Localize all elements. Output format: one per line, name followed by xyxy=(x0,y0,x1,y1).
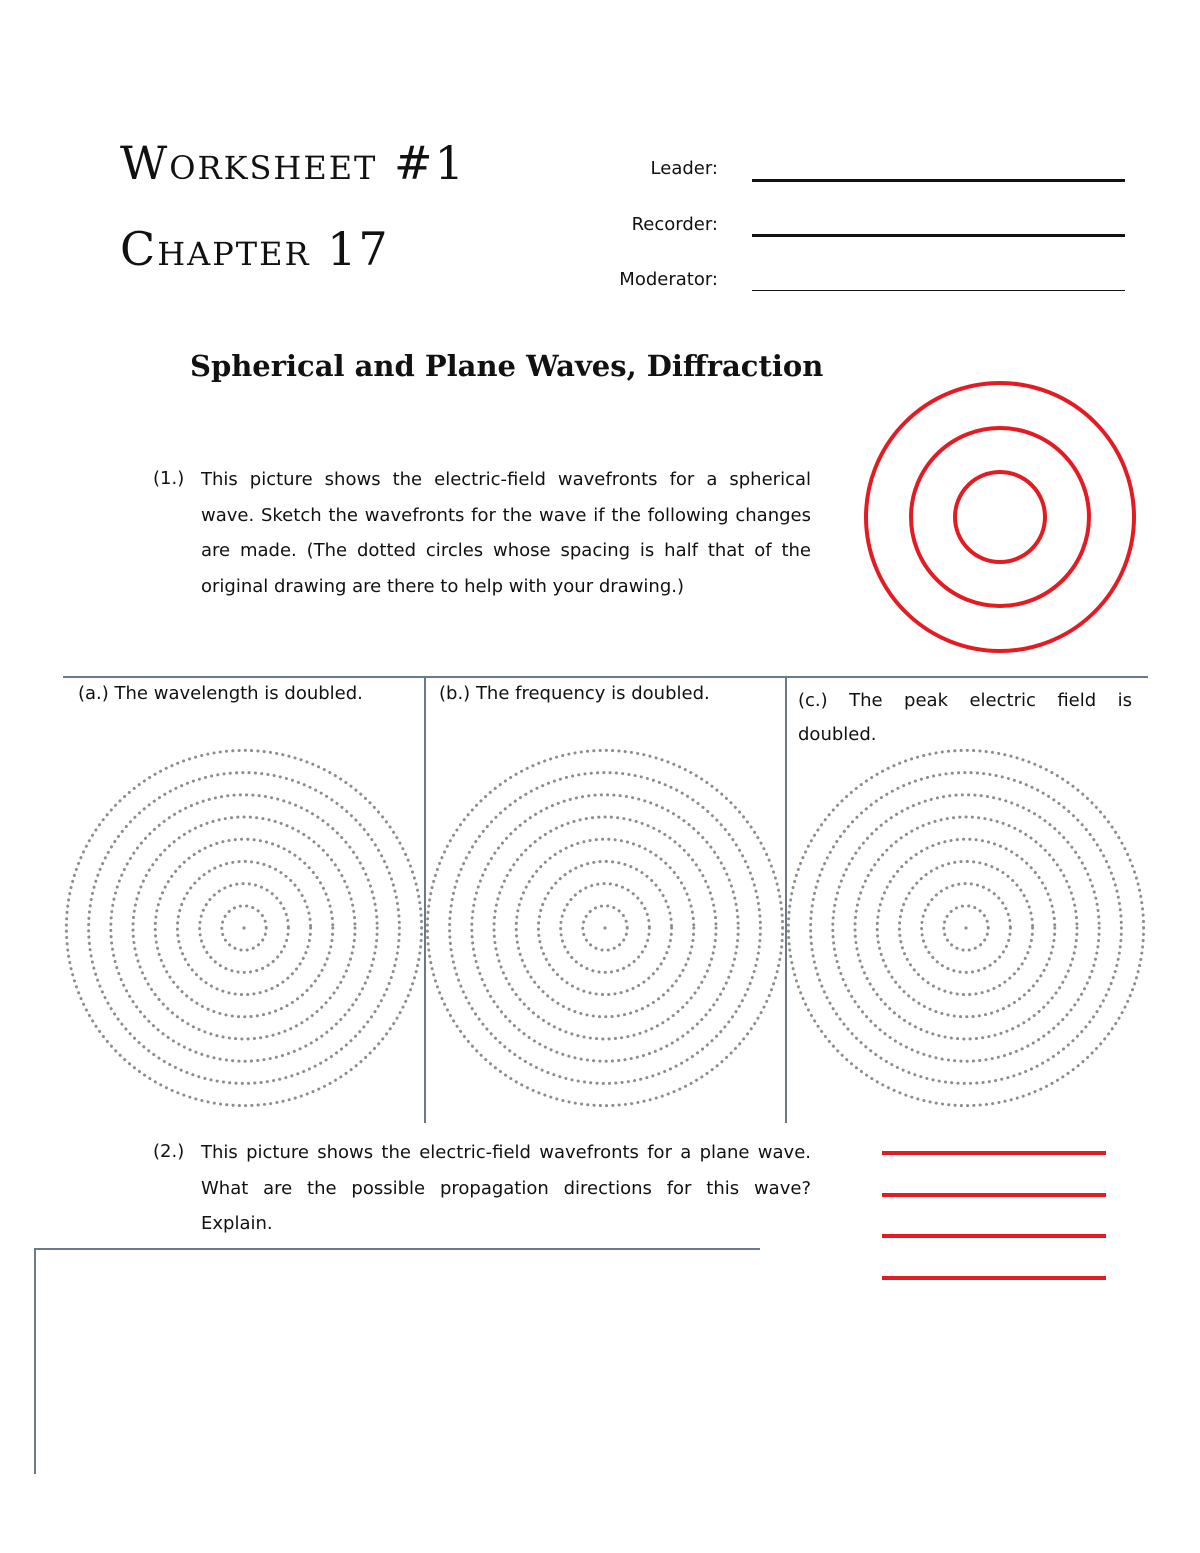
part-b-label: (b.) xyxy=(439,683,471,704)
dotted-circles-b[interactable] xyxy=(425,748,785,1108)
answer-area-left-rule xyxy=(34,1249,36,1474)
chapter-title: Chapter 17 xyxy=(120,222,390,276)
section-title: Spherical and Plane Waves, Diffraction xyxy=(190,349,824,383)
dotted-circles-c[interactable] xyxy=(786,748,1146,1108)
dotted-center xyxy=(242,926,245,929)
part-c-text: The peak electric field is doubled. xyxy=(798,690,1132,745)
question2-text: This picture shows the electric-field wavefronts for a plane wave. What are the possible propagation directions for this wave? Explain. xyxy=(201,1142,811,1234)
part-a-label: (a.) xyxy=(78,683,109,704)
question2-number: (2.) xyxy=(153,1141,185,1162)
leader-label: Leader: xyxy=(650,158,718,179)
wavefront-circle-inner xyxy=(955,472,1045,562)
dotted-rings-b xyxy=(427,750,782,1105)
part-c xyxy=(798,684,1132,752)
wavefront-circle-middle xyxy=(911,428,1089,606)
part-a-text: The wavelength is doubled. xyxy=(114,683,363,704)
dotted-circles-a[interactable] xyxy=(64,748,424,1108)
recorder-line[interactable] xyxy=(752,234,1125,237)
dotted-rings-a xyxy=(66,750,421,1105)
dotted-rings-c xyxy=(788,750,1143,1105)
answer-area-top-rule xyxy=(34,1248,760,1250)
leader-line[interactable] xyxy=(752,179,1125,182)
wavefront-circle-outer xyxy=(866,383,1134,651)
part-c-label: (c.) xyxy=(798,690,828,711)
dotted-center xyxy=(603,926,606,929)
part-b-text: The frequency is doubled. xyxy=(475,683,710,704)
plane-wavefronts-figure xyxy=(880,1145,1110,1285)
worksheet-title: Worksheet #1 xyxy=(120,136,466,190)
moderator-line[interactable] xyxy=(752,290,1125,291)
dotted-center xyxy=(964,926,967,929)
moderator-label: Moderator: xyxy=(619,269,718,290)
part-a xyxy=(78,677,418,711)
spherical-wavefronts-figure xyxy=(863,380,1137,654)
question1-number: (1.) xyxy=(153,468,185,489)
recorder-label: Recorder: xyxy=(631,214,718,235)
part-b xyxy=(439,677,779,711)
question1-text: This picture shows the electric-field wavefronts for a spherical wave. Sketch the wavefronts for the wave if the following changes are made. (The dotted circles whose spacing is half that of the original drawing are there to help with your drawing.) xyxy=(201,469,811,597)
